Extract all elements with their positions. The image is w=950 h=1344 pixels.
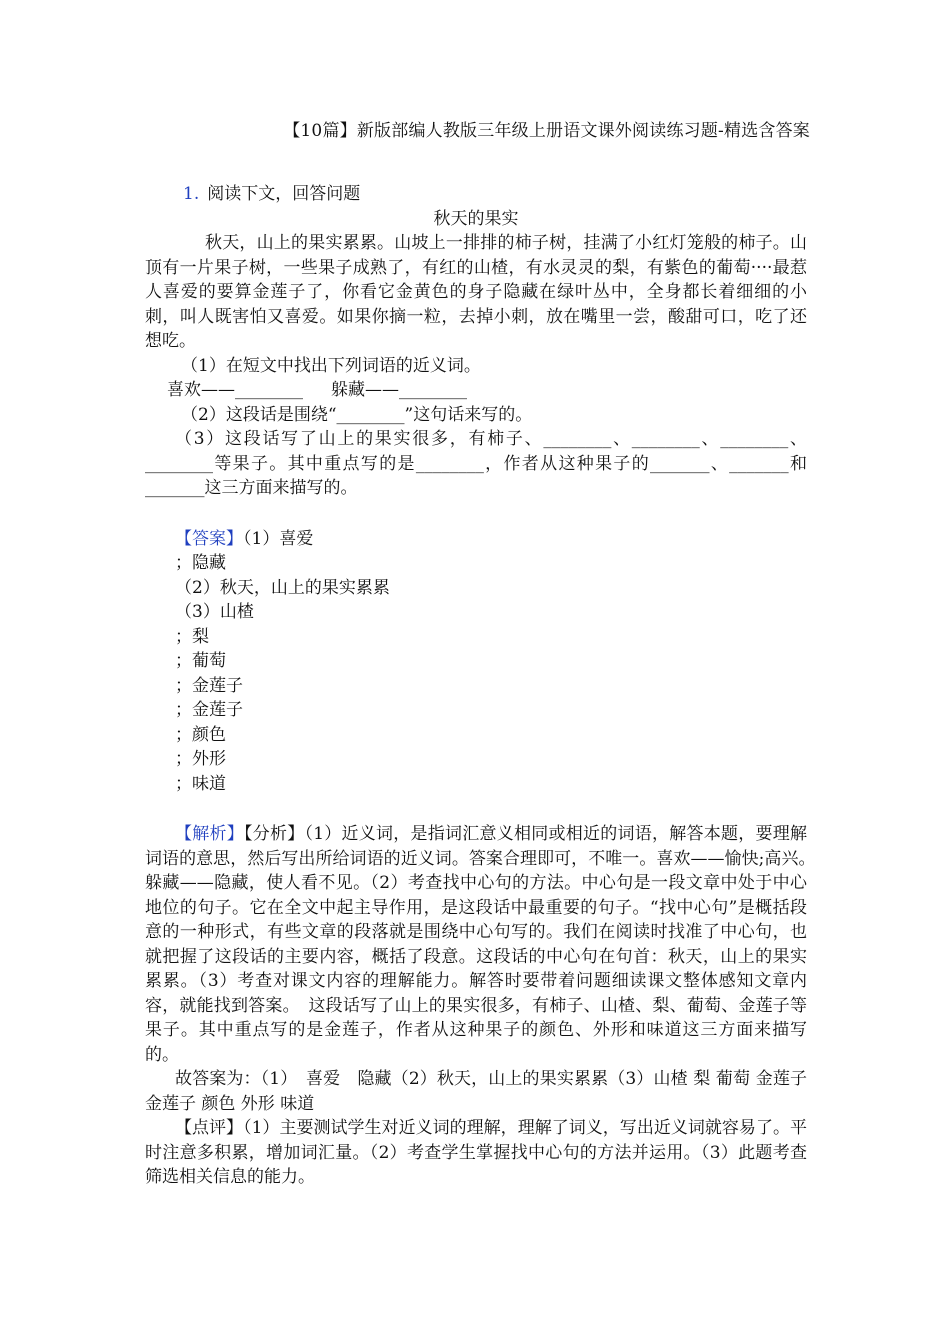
answer-line: ；金莲子 (175, 675, 243, 696)
comment-paragraph: 【点评】（1）主要测试学生对近义词的理解，理解了词义，写出近义词就容易了。平时注意多积累，增加词汇量。（2）考查学生掌握找中心句的方法并运用。（3）此题考查筛选相关信息的能力。 (145, 1118, 807, 1187)
answer-line: ；外形 (175, 749, 226, 769)
analysis-paragraph (145, 822, 824, 1067)
answer-line: ；味道 (175, 773, 226, 794)
final-answer: 故答案为：（1） 喜爱 隐藏（2）秋天，山上的果实累累（3）山楂 梨 葡萄 金莲子 金莲子 颜色 外形 味道 (145, 1069, 807, 1114)
answer-line: ；隐藏 (175, 553, 226, 573)
answer-line: （3）山楂 (175, 602, 254, 622)
answer-part-1: （1）喜爱 (243, 528, 314, 549)
passage-title: 秋天的果实 (433, 208, 519, 229)
question-number: 1. (183, 184, 200, 204)
answer-line: ；颜色 (175, 724, 226, 745)
analysis-body: 【分析】（1）近义词，是指词汇意义相同或相近的词语，解答本题，要理解词语的意思，然后写出所给词语的近义词。答案合理即可，不唯一。喜欢——愉快;高兴。 躲藏——隐藏，使人看不见。（2）考查找中心句的方法。中心句是一段文章中处于中心地位的句子。它在全文中起主导作用，是这段话中最重要的句子。“找中心句”是概括段意的一种形式，有些文章的段落就是围绕中心句写的。我们在阅读时找准了中心句，也就把握了这段话的主要内容，概括了段意。这段话的中心句在句首：秋天，山上的果实累累。（3）考查对课文内容的理解能力。解答时要带着问题细读课文整体感知文章内容，就能找到答案。 这段话写了山上的果实很多，有柿子、山楂、梨、葡萄、金莲子等果子。其中重点写的是金莲子，作者从这种果子的颜色、外形和味道这三方面来描写的。 (145, 824, 824, 1065)
blank-synonym-a: 喜欢——________ (167, 380, 303, 400)
answer-first-line (145, 527, 807, 552)
document-title: 【10篇】新版部编人教版三年级上册语文课外阅读练习题-精选含答案 (283, 121, 810, 141)
sub-question-3: （3）这段话写了山上的果实很多，有柿子、________、________、________、________等果子。其中重点写的是________，作者从这种果子的_______、_______和_______这三方面来描写的。 (145, 429, 807, 498)
analysis-tag: 【解析】 (175, 824, 244, 844)
blank-synonym-b: 躲藏——________ (331, 380, 467, 400)
document-body (145, 182, 824, 1190)
answer-line: ；葡萄 (175, 651, 226, 671)
question-header (183, 182, 807, 207)
sub-question-1: （1）在短文中找出下列词语的近义词。 (181, 355, 481, 376)
answer-line: （2）秋天，山上的果实累累 (175, 577, 390, 598)
answer-line: ；梨 (175, 626, 209, 647)
passage-text: 秋天，山上的果实累累。山坡上一排排的柿子树，挂满了小红灯笼般的柿子。山顶有一片果子树，一些果子成熟了，有红的山楂，有水灵灵的梨，有紫色的葡萄····最惹人喜爱的要算金莲子了，你看它金黄色的身子隐藏在绿叶丛中，全身都长着细细的小刺，叫人既害怕又喜爱。如果你摘一粒，去掉小刺，放在嘴里一尝，酸甜可口，吃了还想吃。 (145, 233, 807, 351)
answer-line: ；金莲子 (175, 700, 243, 720)
question-prompt: 阅读下文，回答问题 (207, 184, 361, 204)
sub-question-2: （2）这段话是围绕“________”这句话来写的。 (181, 404, 533, 425)
answer-tag: 【答案】 (175, 528, 243, 549)
sub-question-1-blanks (145, 378, 807, 403)
